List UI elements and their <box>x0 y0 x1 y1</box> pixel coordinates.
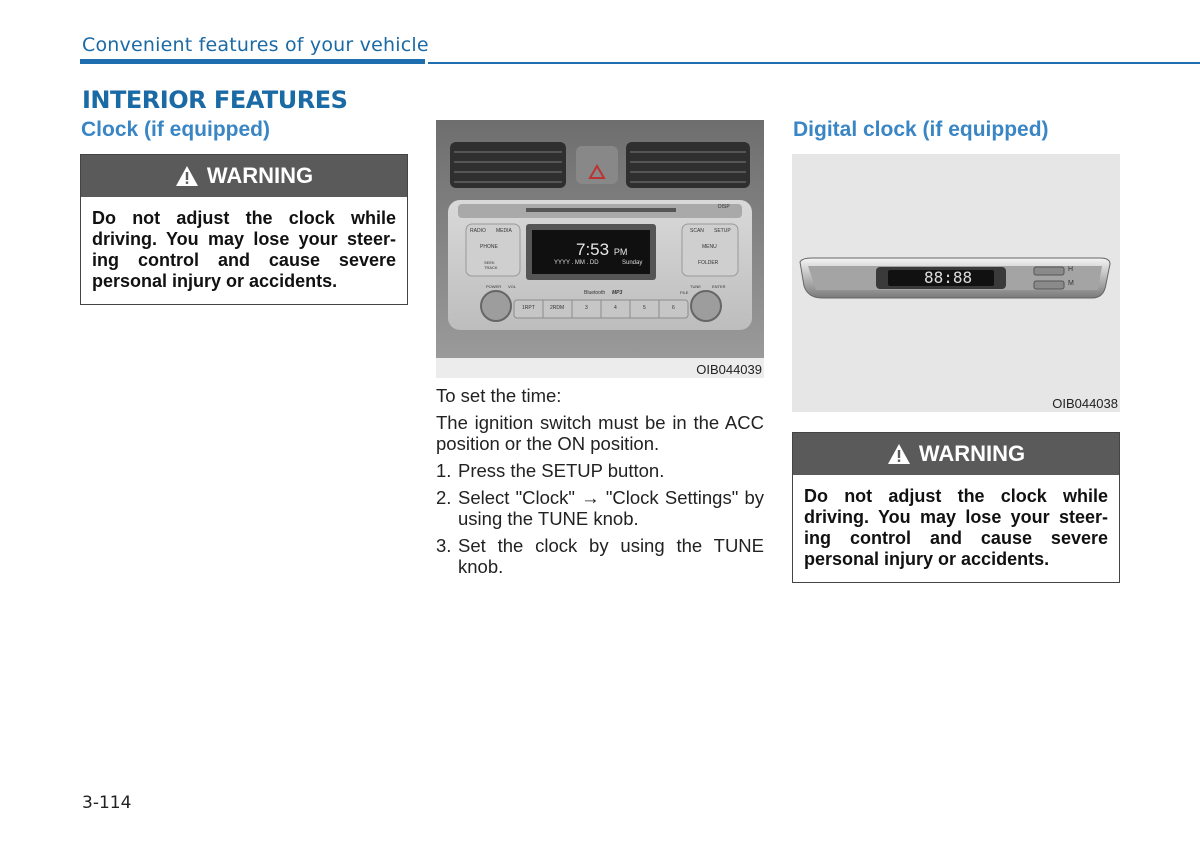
tune-label: TUNE <box>690 284 701 289</box>
section-title: INTERIOR FEATURES <box>82 86 348 114</box>
step-number: 2. <box>436 487 452 508</box>
step-1 <box>436 460 764 481</box>
figure-caption: OIB044039 <box>696 362 762 377</box>
hour-button-label: H <box>1068 266 1074 273</box>
power-label: POWER <box>486 284 502 289</box>
display-date: YYYY . MM . DD <box>554 260 599 266</box>
clock-display: 88:88 <box>924 268 973 287</box>
preset-2: 2RDM <box>550 305 565 311</box>
enter-label: ENTER <box>712 284 726 289</box>
step-number: 1. <box>436 460 452 481</box>
mp3-label: MP3 <box>612 290 623 296</box>
scan-button: SCAN <box>690 228 704 234</box>
warning-label: WARNING <box>206 163 314 188</box>
file-label: FILE <box>680 290 689 295</box>
step-2 <box>436 487 764 529</box>
preset-1: 1RPT <box>522 305 535 311</box>
disp-button: DISP <box>718 204 730 210</box>
warning-header <box>793 433 1119 475</box>
header-rule-thin <box>428 62 1200 64</box>
phone-button: PHONE <box>480 244 498 250</box>
warning-box-left <box>80 154 408 305</box>
setup-button: SETUP <box>714 228 731 234</box>
step-text: Select "Clock" → "Clock Settings" by using the TUNE knob. <box>458 487 764 529</box>
intro-text: To set the time: <box>436 385 562 406</box>
minute-button-label: M <box>1068 280 1074 287</box>
step-text: Set the clock by using the TUNE knob. <box>458 535 764 577</box>
preset-4: 4 <box>614 305 617 311</box>
digital-clock-subtitle: Digital clock (if equipped) <box>793 118 1049 141</box>
step-3 <box>436 535 764 577</box>
warning-text: Do not adjust the clock while driving. You may lose your steer-ing control and cause severe personal injury or accidents. <box>92 208 396 291</box>
vol-label: VOL <box>508 284 517 289</box>
instructions <box>436 385 764 583</box>
clock-subtitle: Clock (if equipped) <box>81 118 270 141</box>
header-rule-thick <box>80 59 425 64</box>
warning-header <box>81 155 407 197</box>
display-day: Sunday <box>622 260 643 266</box>
seek-track-button: SEEK TRACK <box>484 260 498 270</box>
preset-3: 3 <box>585 305 588 311</box>
digital-clock-photo <box>792 154 1120 412</box>
radio-button: RADIO <box>470 228 486 234</box>
warning-label: WARNING <box>918 441 1026 466</box>
warning-triangle-icon <box>175 165 199 187</box>
audio-unit-photo <box>436 120 764 378</box>
warning-box-right <box>792 432 1120 583</box>
step-text: Press the SETUP button. <box>458 460 665 481</box>
display-time: 7:53 PM <box>576 240 628 259</box>
folder-button: FOLDER <box>698 260 719 266</box>
bluetooth-label: Bluetooth <box>584 290 606 296</box>
preset-6: 6 <box>672 305 675 311</box>
figure-caption: OIB044038 <box>1052 396 1118 411</box>
step-number: 3. <box>436 535 452 556</box>
preset-5: 5 <box>643 305 646 311</box>
warning-triangle-icon <box>887 443 911 465</box>
menu-button: MENU <box>702 244 717 250</box>
note-text: The ignition switch must be in the ACC position or the ON position. <box>436 412 764 454</box>
running-header: Convenient features of your vehicle <box>82 34 429 56</box>
warning-text: Do not adjust the clock while driving. You may lose your steer-ing control and cause severe personal injury or accidents. <box>804 486 1108 569</box>
page-number: 3-114 <box>82 793 132 813</box>
media-button: MEDIA <box>496 228 512 234</box>
